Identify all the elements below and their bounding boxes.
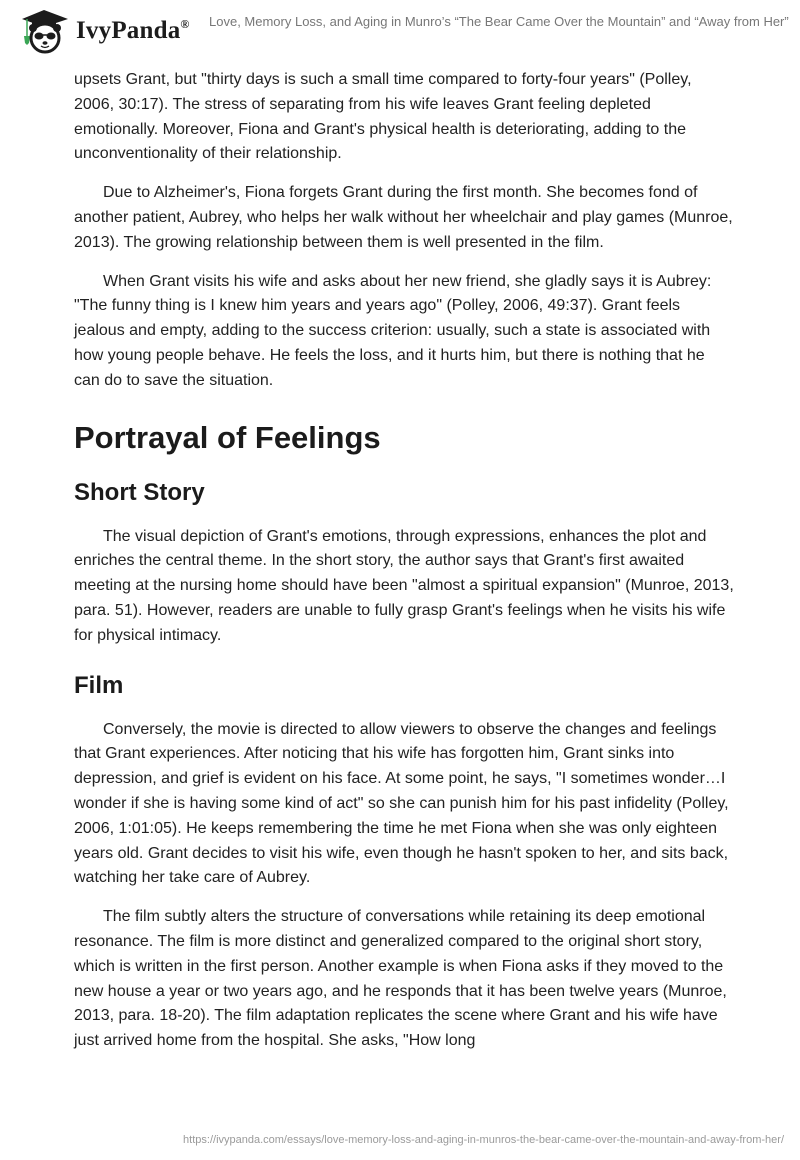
essay-body [74, 68, 734, 1068]
paragraph: When Grant visits his wife and asks about her new friend, she gladly says it is Aubrey: "The funny thing is I knew him years and years ago" (Polley, 2006, 49:37). Grant feels jealous and empty, adding to the success criterion: usually, such a state is associated with how young people behave. He feels the loss, and it hurts him, but there is nothing that he can do to save the situation. [74, 272, 712, 389]
paragraph: Due to Alzheimer's, Fiona forgets Grant during the first month. She becomes fond of another patient, Aubrey, who helps her walk without her wheelchair and play games (Munroe, 2013). The growing relationship between them is well presented in the film. [74, 184, 733, 251]
source-url[interactable]: https://ivypanda.com/essays/love-memory-loss-and-aging-in-munros-the-bear-came-over-the-mountain-and-away-from-her/ [183, 1134, 784, 1146]
subsection-heading-short-story: Short Story [74, 478, 205, 506]
paragraph: The film subtly alters the structure of conversations while retaining its deep emotional resonance. The film is more distinct and generalized compared to the original short story, which is written in the first person. Another example is when Fiona asks if they moved to the new house a year or two years ago, and he responds that it has been twelve years (Munroe, 2013, para. 18-20). The film adaptation replicates the scene where Grant and his wife have just arrived home from the hospital. She asks, "How long [74, 908, 727, 1050]
logo-text: IvyPanda [76, 17, 181, 44]
logo-wordmark [76, 17, 190, 45]
document-title: Love, Memory Loss, and Aging in Munro’s “The Bear Came Over the Mountain” and “Away from Her” [209, 14, 789, 29]
paragraph: upsets Grant, but "thirty days is such a small time compared to forty-four years" (Polley, 2006, 30:17). The stress of separating from his wife leaves Grant feeling depleted emotionally. Moreover, Fiona and Grant's physical health is deteriorating, adding to the unconventionality of their relationship. [74, 71, 692, 163]
subsection-heading-film: Film [74, 671, 124, 699]
panda-graduate-icon [18, 7, 70, 55]
paragraph: Conversely, the movie is directed to allow viewers to observe the changes and feelings that Grant experiences. After noticing that his wife has forgotten him, Grant sinks into depression, and grief is evident on his face. At some point, he says, "I sometimes wonder…I wonder if she is having some kind of act" so she can punish him for his past infidelity (Polley, 2006, 1:01:05). He keeps remembering the time he met Fiona when she was only eighteen years old. Grant decides to visit his wife, even though he hasn't spoken to her, and sits back, watching her take care of Aubrey. [74, 720, 729, 887]
page-header [0, 0, 800, 60]
section-heading-portrayal-of-feelings: Portrayal of Feelings [74, 419, 381, 455]
ivypanda-logo[interactable] [18, 7, 190, 55]
registered-mark: ® [180, 17, 190, 31]
paragraph: The visual depiction of Grant's emotions, through expressions, enhances the plot and enriches the central theme. In the short story, the author says that Grant's first awaited meeting at the nursing home should have been "almost a spiritual expansion" (Munroe, 2013, para. 51). However, readers are unable to fully grasp Grant's feelings when he visits his wife for physical intimacy. [74, 527, 734, 644]
